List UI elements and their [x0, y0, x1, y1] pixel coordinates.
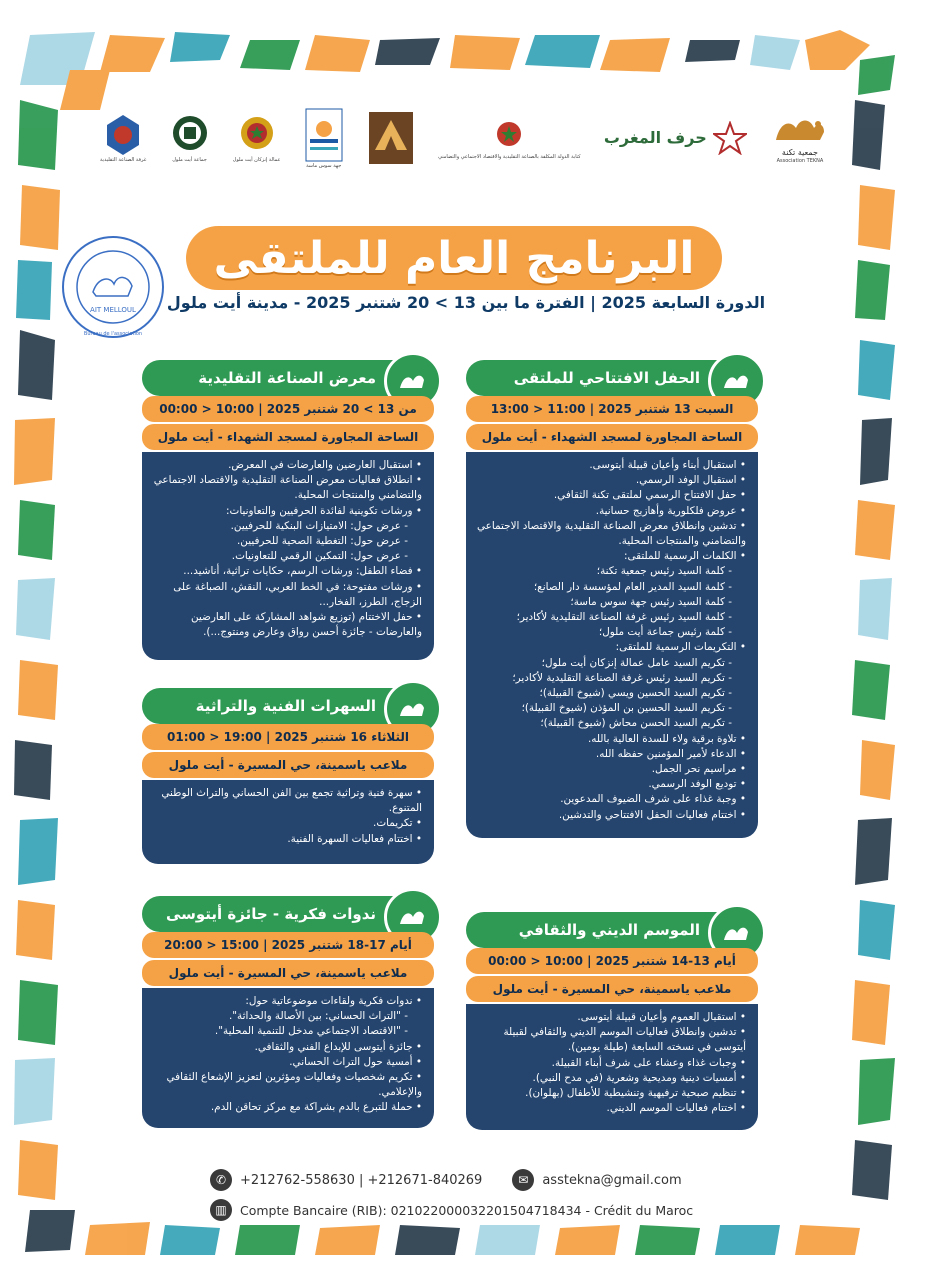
region-sun-icon	[304, 107, 344, 163]
mail-icon: ✉	[512, 1169, 534, 1191]
moroccan-emblem-icon	[492, 116, 526, 154]
list-item: • أمسية حول التراث الحساني.	[289, 1055, 422, 1068]
card-time	[142, 396, 434, 422]
list-item: • التكريمات الرسمية للملتقى:	[615, 641, 746, 654]
card-religious-season	[466, 912, 758, 1130]
card-title: ندوات فكرية - جائزة أيتوسى	[165, 905, 376, 923]
list-item: • الكلمات الرسمية للملتقى:	[623, 550, 746, 563]
list-item: • تلاوة برقية ولاء للسدة العالية بالله.	[587, 732, 746, 745]
card-time	[142, 724, 434, 750]
commune-emblem-icon	[170, 113, 210, 157]
card-time	[466, 396, 758, 422]
list-item: • استقبال العارضين والعارضات في المعرض.	[228, 459, 422, 471]
logo-caption: جمعية تكنة	[781, 148, 818, 157]
logo-subcaption: Association TEKNA	[776, 158, 824, 164]
list-item: • استقبال العموم وأعيان قبيلة أيتوسى.	[577, 1011, 746, 1023]
page-subtitle: الدورة السابعة 2025 | الفترة ما بين 13 > 20 شتنبر 2025 - مدينة أيت ملول	[166, 292, 766, 312]
ministry-crafts-logo	[438, 116, 581, 160]
list-item: • تدشين وانطلاق فعاليات الموسم الديني والثقافي لقبيلة أيتوسى في نسخته السابعة (طيلة يومين).	[503, 1026, 746, 1054]
bank-row	[210, 1195, 710, 1225]
list-item: • جائزة أيتوسى للإبداع الفني والثقافي.	[254, 1040, 422, 1053]
list-item: • حفل الافتتاح الرسمي لملتقى تكنة الثقافي.	[553, 489, 746, 502]
list-item: • ورشات تكوينية لفائدة الحرفيين والتعاونيات:	[226, 504, 422, 517]
list-item: • اختتام فعاليات الموسم الديني.	[606, 1102, 746, 1115]
place-text: الساحة المجاورة لمسجد الشهداء - أيت ملول	[481, 430, 743, 444]
list-item: - تكريم السيد الحسن محاش (شيوخ القبيلة)؛	[540, 717, 732, 730]
list-item: - تكريم السيد الحسين ويسي (شيوخ القبيلة)؛	[539, 687, 732, 700]
card-crafts-exhibition	[142, 360, 434, 662]
time-text: الثلاثاء 16 شتنبر 2025 | 19:00 < 01:00	[167, 730, 409, 744]
phone-numbers[interactable]: +212762-558630 | +212671-840269	[240, 1172, 483, 1188]
contact-row	[210, 1165, 710, 1195]
subtitle-banner	[166, 287, 766, 317]
card-art-evenings	[142, 688, 434, 864]
partner-logos	[100, 98, 830, 178]
program-title-banner	[186, 226, 722, 290]
stamp-text: AIT MELLOUL	[90, 306, 136, 314]
artisanat-emblem-icon	[103, 113, 143, 157]
list-item: - تكريم السيد عامل عمالة إنزكان أيت ملول؛	[541, 656, 732, 669]
page-title: البرنامج العام للملتقى	[213, 232, 695, 284]
card-place	[142, 752, 434, 778]
contact-footer	[210, 1165, 710, 1225]
list-item: • تكريم شخصيات وفعاليات ومؤثرين لتعزيز الإشعاع الثقافي والإعلامي.	[166, 1071, 422, 1099]
list-item: • وجبات غذاء وعشاء على شرف أبناء القبيلة.	[551, 1056, 746, 1069]
card-body	[466, 452, 758, 838]
bank-account: Compte Bancaire (RIB): 021022000032201504718434 - Crédit du Maroc	[240, 1202, 694, 1218]
logo-subcaption: جهة سوس ماسة	[306, 163, 342, 169]
list-item: - عرض حول: الامتيازات البنكية للحرفيين.	[230, 519, 408, 532]
list-item: • استقبال أبناء وأعيان قبيلة أيتوسى.	[589, 459, 746, 471]
list-item: • اختتام فعاليات الحفل الافتتاحي والتدشين.	[558, 808, 746, 821]
place-text: ملاعب ياسمينة، حي المسيرة - أيت ملول	[168, 758, 408, 772]
list-item: - كلمة السيد رئيس جمعية تكنة؛	[596, 565, 732, 578]
camel-logo-icon	[770, 112, 830, 148]
list-item: - كلمة السيد رئيس جهة سوس ماسة؛	[570, 595, 732, 608]
card-title: السهرات الفنية والتراثية	[195, 697, 376, 715]
time-text: السبت 13 شتنبر 2025 | 11:00 < 13:00	[490, 402, 734, 416]
list-item: • تكريمات.	[373, 817, 422, 830]
list-item: • فضاء الطفل: ورشات الرسم، حكايات تراثية، أناشيد...	[183, 565, 422, 578]
card-place	[466, 976, 758, 1002]
list-item: • استقبال الوفد الرسمي.	[635, 474, 746, 487]
list-item: • سهرة فنية وتراثية تجمع بين الفن الحساني والتراث الوطني المتنوع.	[161, 787, 422, 815]
harf-maghrib-logo	[604, 121, 747, 155]
card-opening-ceremony	[466, 360, 758, 840]
province-emblem-icon	[237, 113, 277, 157]
list-item: • حملة للتبرع بالدم بشراكة مع مركز تحاقن الدم.	[210, 1101, 422, 1114]
card-body	[466, 1004, 758, 1130]
card-body	[142, 452, 434, 660]
list-item: - كلمة السيد رئيس غرفة الصناعة التقليدية لأكادير؛	[516, 611, 732, 624]
star-icon	[713, 121, 747, 155]
card-place	[142, 424, 434, 450]
card-title: الموسم الديني والثقافي	[518, 921, 700, 939]
crafts-chamber-icon	[367, 110, 415, 166]
place-text: ملاعب ياسمينة، حي المسيرة - أيت ملول	[168, 966, 408, 980]
logo-caption: حرف المغرب	[603, 128, 707, 147]
card-body	[142, 780, 434, 864]
stamp-subtext: Bureau de l'association	[83, 331, 143, 337]
time-text: أيام 13-14 شتنبر 2025 | 10:00 < 00:00	[488, 954, 736, 968]
card-title: الحفل الافتتاحي للملتقى	[513, 369, 700, 387]
place-text: ملاعب ياسمينة، حي المسيرة - أيت ملول	[492, 982, 732, 996]
list-item: - كلمة رئيس جماعة أيت ملول؛	[598, 626, 732, 639]
items-list	[152, 994, 422, 1116]
card-seminars	[142, 896, 434, 1130]
list-item: • تدشين وانطلاق معرض الصناعة التقليدية والاقتصاد الاجتماعي والتضامني والمنتجات المحلية.	[476, 519, 746, 548]
bank-icon: ▥	[210, 1199, 232, 1221]
chamber-crafts-logo	[367, 110, 415, 166]
list-item: • وجبة غذاء على شرف الضيوف المدعوين.	[560, 793, 746, 806]
ait-melloul-province-logo	[233, 113, 281, 163]
list-item: • أمسيات دينية ومديحية وشعرية (في مدح النبي).	[532, 1071, 746, 1084]
list-item: - "التراث الحساني: بين الأصالة والحداثة".	[228, 1010, 408, 1023]
card-time	[142, 932, 434, 958]
items-list	[152, 458, 422, 640]
logo-caption: كتابة الدولة المكلفة بالصناعة التقليدية والاقتصاد الاجتماعي والتضامني	[438, 154, 581, 160]
items-list	[152, 786, 422, 847]
list-item: - "الاقتصاد الاجتماعي مدخل للتنمية المحلية".	[214, 1025, 408, 1038]
list-item: • حفل الاختتام (توزيع شواهد المشاركة على العارضين والعارضات - جائزة أحسن رواق وعارض ومنتوج...).	[191, 611, 422, 639]
list-item: - عرض حول: التغطية الصحية للحرفيين.	[236, 535, 408, 548]
logo-subcaption: جماعة أيت ملول	[172, 157, 207, 163]
items-list	[476, 458, 746, 823]
list-item: • عروض فلكلورية وأهازيج حسانية.	[595, 504, 746, 517]
whatsapp-icon: ✆	[210, 1169, 232, 1191]
ait-melloul-commune-logo	[170, 113, 210, 163]
logo-subcaption: عمالة إنزكان أيت ملول	[232, 157, 281, 163]
card-place	[466, 424, 758, 450]
card-time	[466, 948, 758, 974]
list-item: • مراسيم نحر الجمل.	[651, 763, 746, 776]
time-text: أيام 17-18 شتنبر 2025 | 15:00 < 20:00	[164, 938, 412, 952]
items-list	[476, 1010, 746, 1116]
list-item: • انطلاق فعاليات معرض الصناعة التقليدية والاقتصاد الاجتماعي والتضامني والمنتجات المحلية.	[153, 474, 422, 502]
list-item: • توديع الوفد الرسمي.	[648, 778, 746, 791]
chamber-artisanat-logo	[100, 113, 146, 163]
logo-subcaption: غرفة الصناعة التقليدية	[100, 157, 147, 163]
tekna-association-logo	[770, 112, 830, 164]
time-text: من 13 > 20 شتنبر 2025 | 10:00 < 00:00	[159, 402, 417, 416]
list-item: • ورشات مفتوحة: في الخط العربي، النقش، الصباغة على الزجاج، الطرز، الفخار...	[173, 580, 422, 608]
list-item: • تنظيم صبحية ترفيهية وتنشيطية للأطفال (بهلوان).	[525, 1087, 746, 1100]
card-place	[142, 960, 434, 986]
place-text: الساحة المجاورة لمسجد الشهداء - أيت ملول	[157, 430, 419, 444]
association-stamp	[58, 232, 168, 342]
list-item: • الدعاء لأمير المؤمنين حفظه الله.	[595, 747, 746, 760]
list-item: • اختتام فعاليات السهرة الفنية.	[287, 832, 422, 845]
souss-massa-region-logo	[304, 107, 344, 169]
list-item: - تكريم السيد رئيس غرفة الصناعة التقليدية لأكادير؛	[512, 671, 732, 684]
list-item: - كلمة السيد المدير العام لمؤسسة دار الصانع؛	[533, 580, 732, 593]
list-item: • ندوات فكرية ولقاءات موضوعاتية حول:	[245, 995, 422, 1007]
list-item: - تكريم السيد الحسين بن المؤذن (شيوخ القبيلة)؛	[521, 702, 732, 715]
card-title: معرض الصناعة التقليدية	[198, 369, 376, 387]
card-body	[142, 988, 434, 1128]
list-item: - عرض حول: التمكين الرقمي للتعاونيات.	[231, 550, 408, 563]
email-address[interactable]: asstekna@gmail.com	[542, 1172, 682, 1188]
